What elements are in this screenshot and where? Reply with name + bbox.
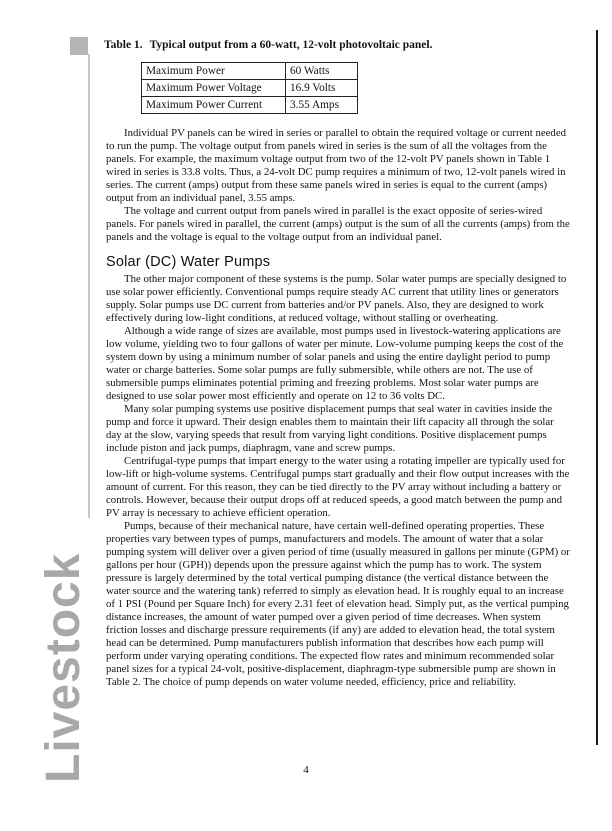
table-cell-label: Maximum Power [142, 63, 286, 80]
paragraph: The other major component of these systems is the pump. Solar water pumps are specially designed to use solar power efficiently. Conventional pumps require steady AC current that utility lines or generators supply. Solar pumps use DC current from batteries and/or PV panels. Also, they are designed to work effectively during low-light conditions, at reduced voltage, without stalling or overheating. [106, 273, 567, 324]
table-cell-label: Maximum Power Voltage [142, 80, 286, 97]
left-margin-rule [88, 54, 90, 518]
table-row [142, 80, 358, 97]
table-caption-label: Table 1. [104, 39, 143, 51]
paragraph: Many solar pumping systems use positive displacement pumps that seal water in cavities inside the pump and force it upward. Their design enables them to maintain their lift capacity all through the solar day at the slow, varying speeds that result from varying light conditions. Positive displacement pumps include piston and jack pumps, diaphragm, vane and screw pumps. [106, 403, 554, 454]
paragraph: Centrifugal-type pumps that impart energy to the water using a rotating impeller are typically used for low-lift or high-volume systems. Centrifugal pumps start gradually and their flow output increases with the amount of current. For this reason, they can be tied directly to the PV array without including a battery or controls. However, because their output drops off at reduced speeds, a good match between the pump and PV array is necessary to achieve efficient operation. [106, 455, 570, 519]
section-heading: Solar (DC) Water Pumps [106, 254, 271, 270]
table-cell-value: 3.55 Amps [286, 97, 358, 114]
table-row [142, 63, 358, 80]
side-label-livestock: Livestock [37, 552, 90, 783]
table-caption [104, 38, 574, 52]
paragraph: Individual PV panels can be wired in series or parallel to obtain the required voltage or current needed to run the pump. The voltage output from panels wired in series is the sum of all the voltages from the panels. For example, the maximum voltage output from two of the 12-volt PV panels shown in Table 1 wired in series is 33.8 volts. Thus, a 24-volt DC pump requires a minimum of two, 12-volt panels wired in series. The current (amps) output from these same panels wired in series is equal to the current (amps) output from an individual panel, 3.55 amps. [106, 127, 567, 204]
table-cell-value: 60 Watts [286, 63, 358, 80]
table-row [142, 97, 358, 114]
table-cell-label: Maximum Power Current [142, 97, 286, 114]
paragraph: The voltage and current output from panels wired in parallel is the exact opposite of series-wired panels. For panels wired in parallel, the current (amps) output is the sum of all the currents (amps) from the panels and the voltage is equal to the voltage output from an individual panel. [106, 205, 570, 243]
table-caption-text: Typical output from a 60-watt, 12-volt photovoltaic panel. [149, 39, 433, 51]
pv-output-table [141, 62, 358, 114]
right-edge-rule [596, 30, 598, 745]
paragraph: Although a wide range of sizes are available, most pumps used in livestock-watering applications are low volume, yielding two to four gallons of water per minute. Low-volume pumping keeps the cost of the system down by using a minimum number of solar panels and using the entire daylight period to pump water or charge batteries. Some solar pumps are fully submersible, while others are not. The use of submersible pumps eliminates potential priming and freezing problems. Most solar water pumps are designed to use solar power most efficiently and operate on 12 to 36 volts DC. [106, 325, 564, 402]
paragraph: Pumps, because of their mechanical nature, have certain well-defined operating properties. These properties vary between types of pumps, manufacturers and models. The amount of water that a solar pumping system will deliver over a given period of time (usually measured in gallons per minute (GPM) or gallons per hour (GPH)) depends upon the pressure against which the pump has to work. The system pressure is largely determined by the total vertical pumping distance (the vertical distance between the water source and the watering tank) referred to simply as elevation head. It is roughly equal to an increase of 1 PSI (Pound per Square Inch) for every 2.31 feet of elevation head. Simply put, as the vertical pumping distance increases, the amount of water pumped over a given period of time decreases. When system friction losses and discharge pressure requirements (if any) are added to elevation head, the total system head can be determined. Pump manufacturers publish information that describes how each pump will perform under varying operating conditions. The expected flow rates and minimum recommended solar panel sizes for a typical 24-volt, positive-displacement, diaphragm-type submersible pump are shown in Table 2. The choice of pump depends on water volume needed, efficiency, price and reliability. [106, 520, 570, 688]
corner-square-decoration [70, 37, 88, 55]
page-number: 4 [303, 764, 309, 776]
table-cell-value: 16.9 Volts [286, 80, 358, 97]
body-text [106, 127, 570, 689]
